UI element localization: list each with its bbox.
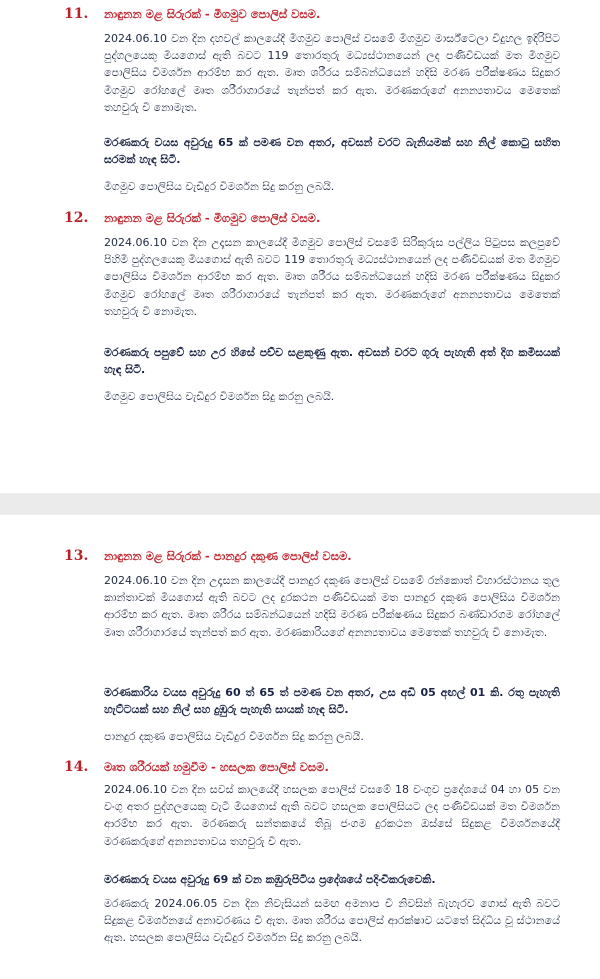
item-investigation: මරණකරු 2024.06.05 වන දින නිවැසියන් සමඟ අමනාප වී නිවසින් බැහැරව ගොස් ඇති බවට සිදුකළ විමර්ශනයේ අනාවරණය වී ඇත. මෘත ශරීරය පොලිස් ආරක්ෂාව යටතේ සිද්ධිය වූ ස්ථානයේ ඇත. හසලක පොලිසිය වැඩිදුර විමර්ශන සිදු කරනු ලබයි. [104, 897, 560, 945]
item-body: 2024.06.10 වන දින සවස් කාලයේදී හසලක පොලිස් වසමේ 18 වංගුව ප්‍රදේශයේ 04 හා 05 වන වංගු අතර පුද්ගලයෙකු වැටී මියගොස් ඇති බවට හසලක පොලිසියට ලද පණිවිඩයක් මත විමර්ශන ආරම්භ කර ඇත. මරණකරු සන්තකයේ තිබූ ජංගම දුරකථන ඔස්සේ සිදුකළ විමර්ශනයේදී මරණකරුගේ අනන්‍යතාවය තහවුරු වී ඇත. [104, 783, 560, 848]
item-body: 2024.06.10 වන දින උදෑසන කාලයේදී පානදුර දකුණ පොලිස් වසමේ රන්කොත් විහාරස්ථානය තුල කාන්තාවක් මියගොස් ඇති බවට ලද දුරකථන පණිවිඩයක් මත පානදුර දකුණ පොලිසිය විමර්ශන ආරම්භ කර ඇත. මෘත ශරීරය සම්බන්ධයෙන් හදිසි මරණ පරීක්ෂණය සිදුකර බණ්ඩාරගම රෝහලේ මෘත ශරීරාගාරයේ තැන්පත් කර ඇත. මරණකාරියගේ අනන්‍යතාවය මෙතෙක් තහවුරු වී නොමැත. [104, 574, 560, 639]
item-title: නාඳුනන මළ සිරුරක් - පානදුර දකුණ පොලිස් වසම. [104, 549, 352, 563]
item-body: 2024.06.10 වන දින උදෑසන කාලයේදී මීගමුව පොලිස් වසමේ සිරිකුරුස පල්ලිය පිටුපස කලපුවේ පිහිමි පුද්ගලයෙකු මියගොස් ඇති බවට 119 තොරතුරු මධ්‍යස්ථානයෙන් ලද පණිවිඩයක් මත මීගමුව පොලිසිය විමර්ශන ආරම්භ කර ඇත. මෘත ශරීරය සම්බන්ධයෙන් හදිසි මරණ පරීක්ෂණය සිදුකර මීගමුව රෝහලේ මෘත ශරීරාගාරයේ තැන්පත් කර ඇත. මරණකරුගේ අනන්‍යතාවය මෙතෙක් තහවුරු වී නොමැත. [104, 236, 560, 318]
item-body: 2024.06.10 වන දින දහවල් කාලයේදී මීගමුව පොලිස් වසමේ මීගමුව මාර්ස්ටෙලා විදුහල ඉදිරිපිට පුද්ගලයෙකු මියගොස් ඇති බවට 119 තොරතුරු මධ්‍යස්ථානයෙන් ලද පණිවිඩයක් මත මීගමුව පොලිසිය විමර්ශන ආරම්භ කර ඇත. මෘත ශරීරය සම්බන්ධයෙන් හදිසි මරණ පරීක්ෂණය සිදුකර මීගමුව රෝහලේ මෘත ශරීරාගාරයේ තැන්පත් කර ඇත. මරණකරුගේ අනන්‍යතාවය මෙතෙක් තහවුරු වී නොමැත. [104, 32, 560, 114]
item-details: මරණකරු වයස අවුරුදු 65 ක් පමණ වන අතර, අවසන් වරට බැනියමක් සහ නිල් කොටු සහිත සරමක් හැඳ සිටී. [104, 136, 560, 167]
item-investigation: මීගමුව පොලිසිය වැඩිදුර විමර්ශන සිදු කරනු ලබයි. [104, 390, 335, 403]
item-title: නාඳුනන මළ සිරුරක් - මීගමුව පොලිස් වසම. [104, 211, 321, 225]
item-details: මරණකරු වයස අවුරුදු 69 ක් වන කඹුරුපිටිය ප්‍රදේශයේ පදිංචිකරුවෙකි. [104, 873, 436, 886]
item-details: මරණකරු පපුවේ සහ උර හිසේ පච්ච සළකුණු ඇත. අවසන් වරට ගුරු පැහැති අත් දිග කමිසයක් හැඳ සිටී. [104, 346, 560, 377]
item-investigation: මීගමුව පොලිසිය වැඩිදුර විමර්ශන සිදු කරනු ලබයි. [104, 180, 335, 193]
item-number: 11. [64, 6, 89, 22]
document-page-2 [0, 515, 600, 979]
item-title: නාඳුනන මළ සිරුරක් - මීගමුව පොලිස් වසම. [104, 7, 321, 21]
item-number: 14. [64, 759, 89, 775]
item-details: මරණකාරිය වයස අවුරුදු 60 ත් 65 ත් පමණ වන අතර, උස අඩි 05 අඟල් 01 කි. රතු පැහැති හැට්ටයක් සහ නිල් සහ දුඹුරු පැහැති සායක් හැඳ සිටී. [104, 686, 560, 717]
item-number: 13. [64, 548, 89, 564]
item-title: මෘත ශරීරයක් හමුවීම - හසලක පොලිස් වසම. [104, 760, 329, 774]
item-investigation: පානදුර දකුණ පොලිසිය වැඩිදුර විමර්ශන සිදු කරනු ලබයි. [104, 730, 364, 743]
item-number: 12. [64, 210, 89, 226]
